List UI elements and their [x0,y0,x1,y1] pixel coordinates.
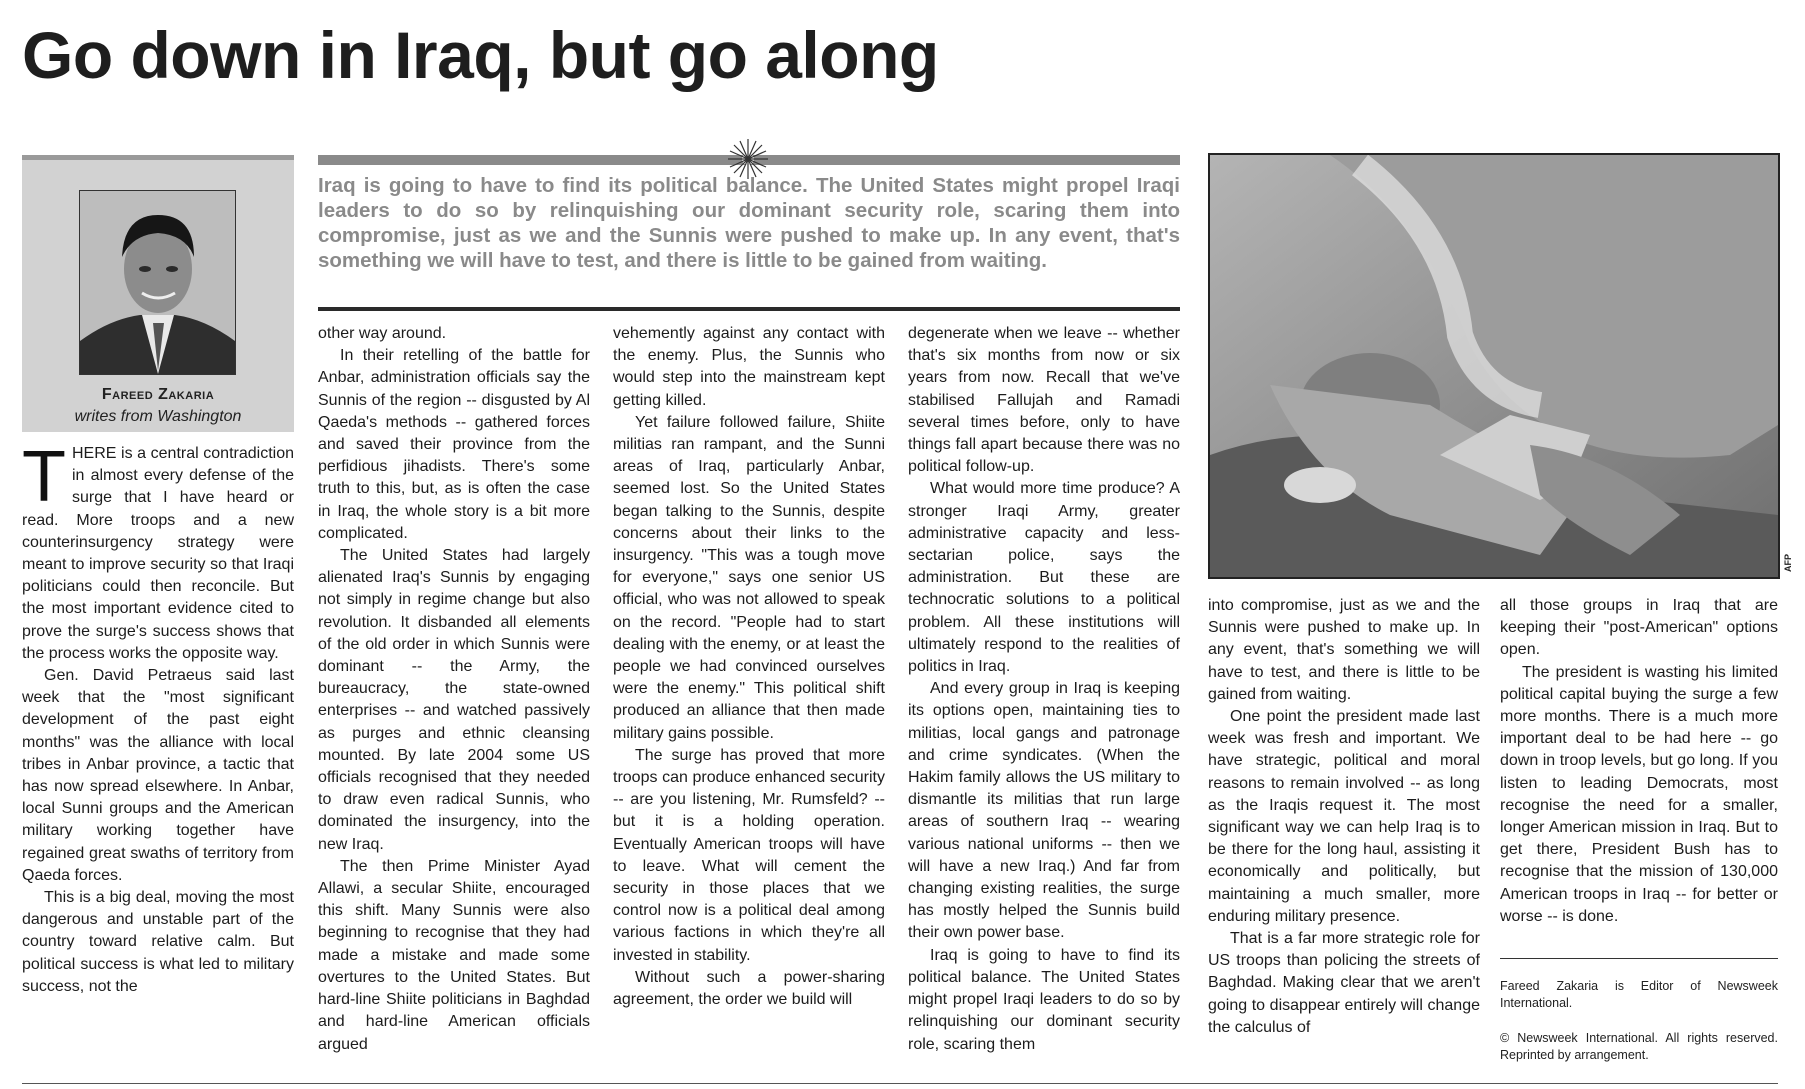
article-paragraph: One point the president made last week was fresh and important. We have strategic, political and moral reasons to remain involved -- as long as the Iraqis request it. The most significant way we can help Iraq is to be there for the long haul, assisting it economically and politically, but maintaining a much smaller, more enduring military presence. [1208,708,1480,925]
article-paragraph: The United States had largely alienated Iraq's Sunnis by engaging not simply in regime change but also revolution. It disbanded all elements of the old order in which Sunnis were dominant -- the Army, the bureaucracy, the state-owned enterprises -- and watched passively as purges and ethnic cleansing mounted. By late 2004 some US officials recognised that they needed to draw even radical Sunnis, who dominated the insurgency, into the new Iraq. [318,547,590,853]
author-note: Fareed Zakaria is Editor of Newsweek International. [1500,979,1778,1010]
article-paragraph: all those groups in Iraq that are keeping their "post-American" options open. [1500,597,1778,659]
article-paragraph: This is a big deal, moving the most dangerous and unstable part of the country toward relative calm. But political success is what led to military success, not the [22,889,294,995]
article-paragraph: Gen. David Petraeus said last week that the "most significant development of the past eight months" was the alliance with local tribes in Anbar province, a tactic that has now spread elsewhere. In Anbar, local Sunni groups and the American military working together have regained great swaths of territory from Qaeda forces. [22,667,294,884]
copyright-notice: © Newsweek International. All rights reserved. Reprinted by arrangement. [1500,1031,1778,1062]
article-column-4 [908,323,1180,1056]
article-paragraph: In their retelling of the battle for Anbar, administration officials say the Sunnis of the region -- disgusted by Al Qaeda's methods -- gathered forces and saved their province from the perfidious jihadists. There's some truth to this, but, as is often the case in Iraq, the whole story is a bit more complicated. [318,347,590,542]
article-paragraph: What would more time produce? A stronger Iraqi Army, greater administrative capacity and less-sectarian police, says the administration. But these are technocratic solutions to a political problem. All these institutions will ultimately respond to the realities of politics in Iraq. [908,480,1180,676]
drop-cap: T [22,437,66,517]
article-paragraph: And every group in Iraq is keeping its options open, maintaining ties to militias, local gangs and patronage and crime syndicates. (When the Hakim family allows the US military to dismantle its militias that run large areas of southern Iraq -- wearing various national uniforms -- then we will have a new Iraq.) And far from changing existing realities, the surge has mostly helped the Sunnis build their own power base. [908,680,1180,942]
article-column-2 [318,323,590,1056]
pull-quote-text: Iraq is going to have to find its political balance. The United States might propel Iraqi leaders to do so by relinquishing our dominant security role, scaring them into compromise, just as we and the Sunnis were pushed to make up. In any event, that's something we will have to test, and there is little to be gained from waiting. [318,174,1180,272]
article-paragraph: Without such a power-sharing agreement, the order we build will [613,968,885,1009]
author-name: Fareed Zakaria [101,386,215,403]
article-paragraph: THERE is a central contradiction in almost every defense of the surge that I have heard or read. More troops and a new counterinsurgency strategy were meant to improve security so that Iraqi politicians could then reconcile. But the most important evidence cited to prove the surge's success shows that the process works the opposite way. [22,437,294,662]
headline: Go down in Iraq, but go along [22,18,939,92]
pull-quote-bottom-rule [318,307,1180,311]
article-column-5 [1208,595,1480,1039]
article-paragraph: Yet failure followed failure, Shiite militias ran rampant, and the Sunni areas of Iraq, particularly Anbar, seemed lost. So the United States began talking to the Sunnis, despite concerns about their links to the insurgency. "This was a tough move for everyone," says one senior US official, who was not allowed to speak on the record. "People had to start dealing with the enemy, or at least the people we had convinced ourselves were the enemy." This political shift produced an alliance that then made military gains possible. [613,413,885,742]
article-paragraph: Iraq is going to have to find its political balance. The United States might propel Iraqi leaders to do so by relinquishing our dominant security role, scaring them [908,946,1180,1053]
article-paragraph: That is a far more strategic role for US troops than policing the streets of Baghdad. Making clear that we aren't going to disappear entirely will change the calculus of [1208,930,1480,1036]
article-paragraph: The then Prime Minister Ayad Allawi, a secular Shiite, encouraged this shift. Many Sunnis were also beginning to recognise that they had made a mistake and made some overtures to the United States. But hard-line Shiite politicians in Baghdad and hard-line American officials argued [318,857,590,1053]
page-bottom-rule [22,1083,1778,1084]
article-paragraph: vehemently against any contact with the enemy. Plus, the Sunnis who would step into the mainstream kept getting killed. [613,325,885,409]
news-photo [1208,153,1780,579]
article-paragraph: other way around. [318,325,447,342]
article-column-1 [22,437,294,998]
byline-box [22,155,294,432]
article-column-6 [1500,595,1778,928]
author-location: writes from Washington [74,408,242,425]
article-end-rule [1500,958,1778,959]
pull-quote [318,155,1180,311]
article-paragraph: The surge has proved that more troops can produce enhanced security -- are you listening, Mr. Rumsfeld? -- but it is a holding operation. Eventually American troops will have to leave. What will cement the security in those places that we control now is a political deal among various factions in which they're all invested in stability. [613,746,885,964]
photo-credit: AFP [1783,554,1793,572]
article-paragraph: degenerate when we leave -- whether that's six months from now or six years from now. Recall that we've stabilised Fallujah and Ramadi several times before, only to have things fall apart because there was no political follow-up. [908,325,1180,476]
article-column-3 [613,323,885,1011]
article-paragraph: into compromise, just as we and the Sunnis were pushed to make up. In any event, that's something we will have to test, and there is little to be gained from waiting. [1208,597,1480,703]
author-portrait [79,190,236,375]
article-paragraph: The president is wasting his limited political capital buying the surge a few more months. There is a much more important deal to be had here -- go down in troop levels, but go long. If you listen to leading Democrats, most recognise the need for a smaller, longer American mission in Iraq. But to get there, President Bush has to recognise that the mission of 130,000 American troops in Iraq -- for better or worse -- is done. [1500,663,1778,925]
